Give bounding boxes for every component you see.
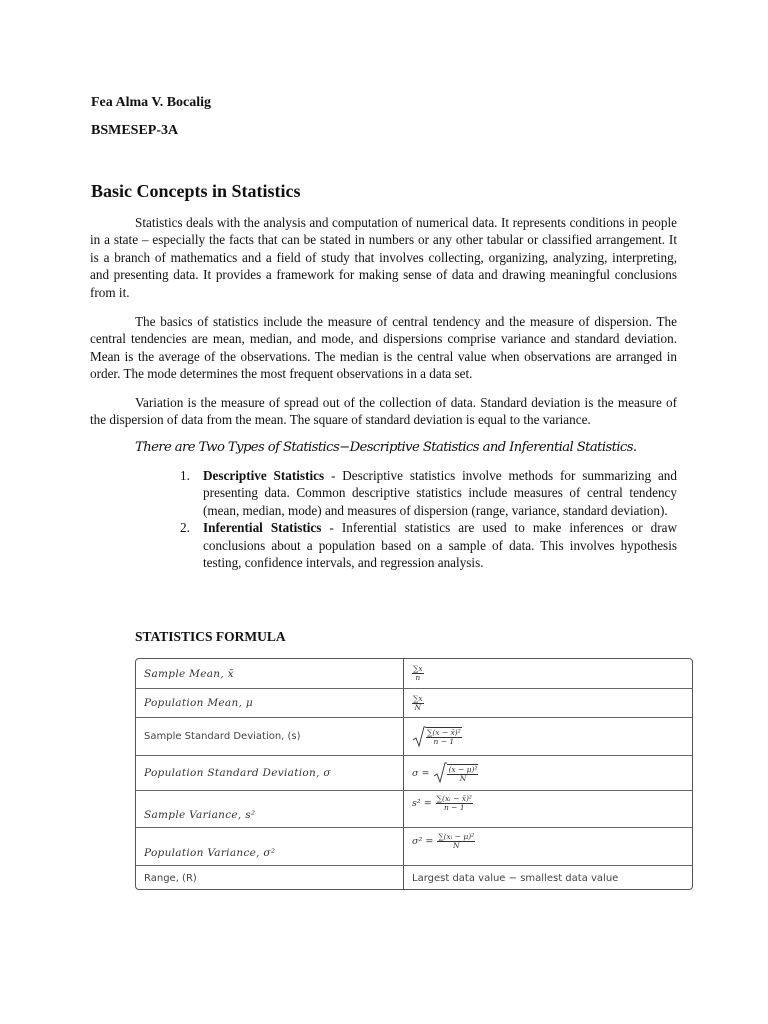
numerator: (x − μ)² bbox=[448, 764, 478, 774]
list-item bbox=[180, 519, 677, 571]
formula-expr-cell bbox=[404, 689, 692, 717]
formula-name: Sample Mean, x̄ bbox=[144, 667, 234, 680]
formula-expr-cell bbox=[404, 659, 692, 688]
formula-name-cell bbox=[136, 791, 404, 827]
paragraph-basics: The basics of statistics include the measure of central tendency and the measure of dispersion. The central tendencies are mean, median, and mode, and dispersions comprise variance and standard deviation. Mean is the average of the observations. The median is the central value when observations are arranged in order. The mode determines the most frequent observations in a data set. bbox=[90, 314, 677, 382]
paragraph-intro: Statistics deals with the analysis and computation of numerical data. It represents conditions in people in a state – especially the facts that can be stated in numbers or any other tabular or classified arrangement. It is a branch of mathematics and a field of study that involves collecting, organizing, analyzing, interpreting, and presenting data. It provides a framework for making sense of data and drawing meaningful conclusions from it. bbox=[90, 215, 677, 300]
fraction bbox=[412, 695, 424, 712]
document-title: Basic Concepts in Statistics bbox=[91, 181, 301, 201]
numerator: ∑(x − x̄)² bbox=[427, 728, 461, 737]
fraction bbox=[436, 795, 473, 812]
square-root bbox=[433, 762, 478, 784]
list-text: - Inferential statistics are used to make inferences or draw conclusions about a population based on a sample of data. This involves hypothesis testing, confidence intervals, and regression analysis. bbox=[203, 520, 678, 571]
denominator: n − 1 bbox=[443, 803, 465, 812]
denominator: n bbox=[415, 673, 421, 682]
denominator: N bbox=[459, 773, 467, 783]
formula-row bbox=[136, 791, 692, 828]
formula-row bbox=[136, 866, 692, 890]
list-item bbox=[180, 467, 677, 519]
equation-lhs: σ² = bbox=[412, 836, 434, 847]
formula-name: Range, (R) bbox=[144, 872, 197, 884]
formula-name: Population Mean, μ bbox=[144, 697, 253, 709]
formula-name: Sample Standard Deviation, (s) bbox=[144, 731, 301, 742]
formula-expr-cell bbox=[404, 756, 692, 790]
numerator: ∑x bbox=[413, 693, 423, 703]
fraction bbox=[412, 665, 424, 682]
formula-expr-cell bbox=[404, 866, 692, 890]
author-name: Fea Alma V. Bocalig bbox=[91, 95, 212, 110]
formula-name: Population Variance, σ² bbox=[144, 847, 276, 859]
list-number: 2. bbox=[180, 520, 190, 536]
list-term: Descriptive Statistics bbox=[203, 468, 325, 483]
formula-name: Sample Variance, s² bbox=[144, 809, 256, 821]
list-number: 1. bbox=[180, 468, 190, 483]
formula-heading: STATISTICS FORMULA bbox=[135, 629, 286, 644]
radical-sign-icon bbox=[412, 726, 426, 748]
section-code: BSMESEP-3A bbox=[91, 123, 179, 138]
formula-row bbox=[136, 756, 692, 791]
equation-lhs: s² = bbox=[412, 798, 432, 809]
denominator: N bbox=[414, 702, 422, 712]
denominator: N bbox=[452, 841, 460, 850]
formula-table bbox=[135, 658, 693, 890]
list-text: - Descriptive statistics involve methods for summarizing and presenting data. Common descriptive statistics include measures of central tendency (mean, median, mode) and measures of dispersion (range, variance, standard deviation). bbox=[203, 468, 677, 518]
formula-name-cell bbox=[136, 659, 404, 688]
list-term: Inferential Statistics bbox=[203, 520, 322, 536]
numerator: ∑(xᵢ − x̄)² bbox=[436, 794, 472, 803]
formula-row bbox=[136, 828, 692, 866]
fraction bbox=[426, 727, 462, 746]
radical-sign-icon bbox=[433, 762, 447, 784]
numerator: ∑x bbox=[413, 664, 423, 673]
formula-expr-cell bbox=[404, 791, 692, 827]
paragraph-variation: Variation is the measure of spread out of the collection of data. Standard deviation is the measure of the dispersion of data from the mean. The square of standard deviation is equal to the variance. bbox=[90, 395, 677, 428]
formula-name-cell bbox=[136, 866, 404, 890]
formula-row bbox=[136, 689, 692, 718]
fraction bbox=[437, 833, 475, 850]
formula-expr-cell bbox=[404, 718, 692, 755]
formula-expression: Largest data value − smallest data value bbox=[412, 872, 619, 884]
formula-name-cell bbox=[136, 756, 404, 790]
fraction bbox=[447, 764, 478, 783]
formula-name-cell bbox=[136, 718, 404, 755]
types-list bbox=[180, 467, 677, 571]
formula-name-cell bbox=[136, 828, 404, 865]
formula-name-cell bbox=[136, 689, 404, 717]
numerator: ∑(xᵢ − μ)² bbox=[438, 832, 475, 841]
square-root bbox=[412, 726, 462, 748]
equation-lhs: σ = bbox=[412, 767, 430, 779]
denominator: n − 1 bbox=[433, 737, 455, 746]
types-sentence: There are Two Types of Statistics−Descriptive Statistics and Inferential Statistics. bbox=[135, 440, 637, 455]
formula-row bbox=[136, 659, 692, 689]
formula-name: Population Standard Deviation, σ bbox=[144, 767, 331, 779]
formula-expr-cell bbox=[404, 828, 692, 865]
formula-row bbox=[136, 718, 692, 756]
